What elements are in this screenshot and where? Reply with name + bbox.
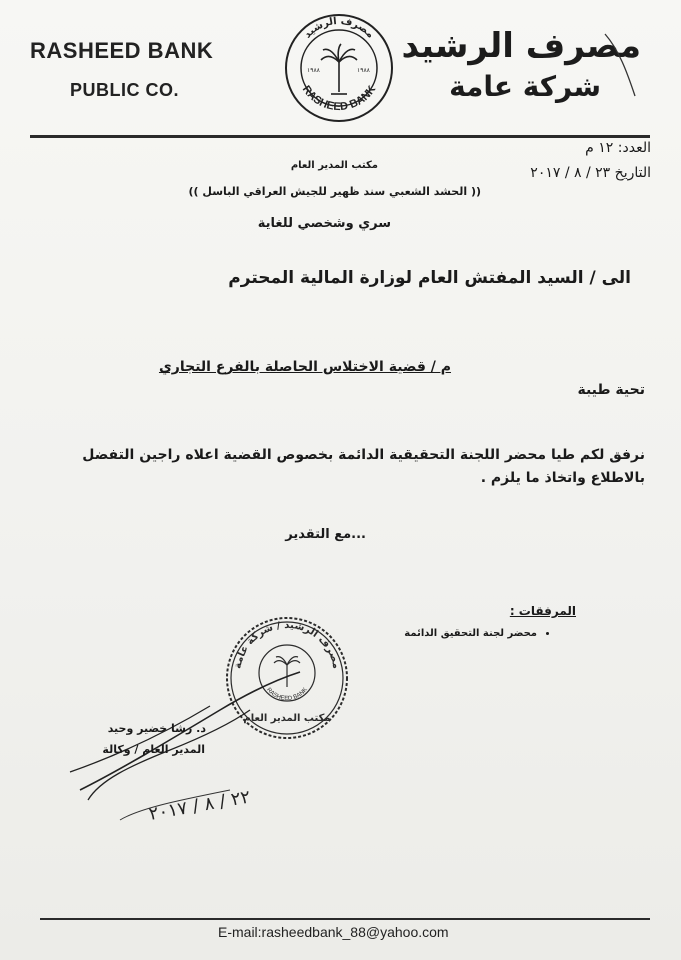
classification-label: سري وشخصي للغاية [257,216,391,231]
closing-line: ...مع التقدير [285,527,366,542]
logo-year-left: ١٩٨٨ [307,67,320,74]
corner-pen-stroke [601,30,641,100]
reference-date: التاريخ ٢٣ / ٨ / ٢٠١٧ [530,165,651,181]
office-heading: مكتب المدير العام [290,160,378,171]
recipient-line: الى / السيد المفتش العام لوزارة المالية المحترم [228,268,631,288]
header-divider [30,135,650,138]
signer-name: د. رشا خضير وحيد [107,722,206,735]
seal-icon [283,12,395,124]
logo-ring-text: RASHEED BANK [299,83,379,114]
logo-ring-arabic: مصرف الرشيد [302,15,376,41]
stamp-ring-text: مصرف الرشيد / شركة عامة [232,619,342,670]
letter-body: نرفق لكم طيا محضر اللجنة التحقيقية الدائمة بخصوص القضية اعلاه راجين التفضل بالاطلاع واتخاذ ما يلزم . [82,447,645,486]
reference-number: العدد: ١٢ م [585,140,651,156]
bank-arabic-type: شركة عامة [449,70,601,103]
handwritten-date: ٢٢ / ٨ / ٢٠١٧ [147,786,253,825]
attachments-list [404,628,553,639]
signer-title: المدير العام / وكالة [102,743,205,756]
bank-english-name: RASHEED BANK [30,38,214,63]
greeting-line: تحية طيبة [577,382,645,398]
subject-line: م / قضية الاختلاس الحاصلة بالفرع التجاري [158,359,451,375]
bank-logo-seal [283,12,395,128]
footer-divider [40,918,650,920]
handwritten-signature [60,650,320,834]
slogan-line: (( الحشد الشعبي سند ظهير للجيش العراقي الباسل )) [188,185,481,198]
attachments-label: المرفقات : [509,604,576,618]
stamp-inner-text: RASHEED BANK [265,687,309,703]
svg-text:مصرف الرشيد [302,16,376,41]
footer-email: E-mail:rasheedbank_88@yahoo.com [218,924,449,940]
bank-english-type: PUBLIC CO. [70,80,180,100]
palm-tree-icon [321,44,357,94]
attachment-item: • محضر لجنة التحقيق الدائمة [404,628,537,639]
logo-year-right: ١٩٨٨ [357,67,370,74]
bank-arabic-name: مصرف الرشيد [401,26,641,66]
signature-scribble [60,650,320,830]
stamp-bottom-text: مكتب المدير العام [243,713,331,724]
